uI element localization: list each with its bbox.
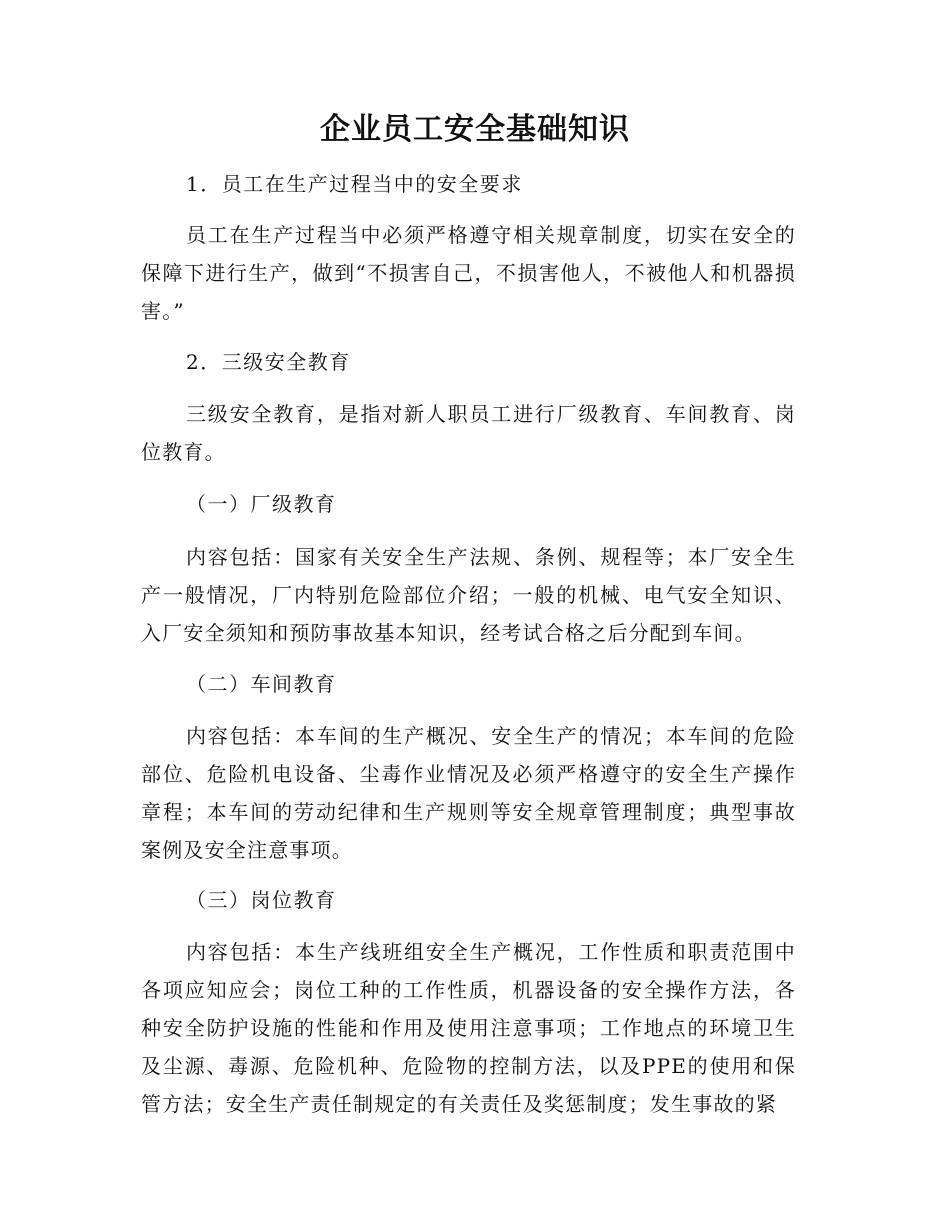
section-2-heading: 2．三级安全教育 [186,350,351,374]
section-1-paragraph: 员工在生产过程当中必须严格遵守相关规章制度，切实在安全的保障下进行生产，做到“不损害自己，不损害他人，不被他人和机器损害。” [141,223,796,323]
document-title: 企业员工安全基础知识 [320,112,630,147]
subsection-1-paragraph: 内容包括：国家有关安全生产法规、条例、规程等；本厂安全生产一般情况，厂内特别危险部位介绍；一般的机械、电气安全知识、入厂安全须知和预防事故基本知识，经考试合格之后分配到车间。 [141,545,796,645]
subsection-3-heading: （三）岗位教育 [186,888,337,912]
section-1-heading: 1．员工在生产过程当中的安全要求 [186,172,523,196]
subsection-1-heading: （一）厂级教育 [186,492,337,516]
subsection-2-heading: （二）车间教育 [186,672,337,696]
subsection-2-paragraph: 内容包括：本车间的生产概况、安全生产的情况；本车间的危险部位、危险机电设备、尘毒作业情况及必须严格遵守的安全生产操作章程；本车间的劳动纪律和生产规则等安全规章管理制度；典型事故案例及安全注意事项。 [141,724,796,862]
section-2-paragraph: 三级安全教育，是指对新人职员工进行厂级教育、车间教育、岗位教育。 [141,402,796,464]
subsection-3-paragraph: 内容包括：本生产线班组安全生产概况，工作性质和职责范围中各项应知应会；岗位工种的工作性质，机器设备的安全操作方法，各种安全防护设施的性能和作用及使用注意事项；工作地点的环境卫生及尘源、毒源、危险机种、危险物的控制方法，以及PPE的使用和保管方法；安全生产责任制规定的有关责任及奖惩制度；发生事故的紧 [141,940,796,1116]
